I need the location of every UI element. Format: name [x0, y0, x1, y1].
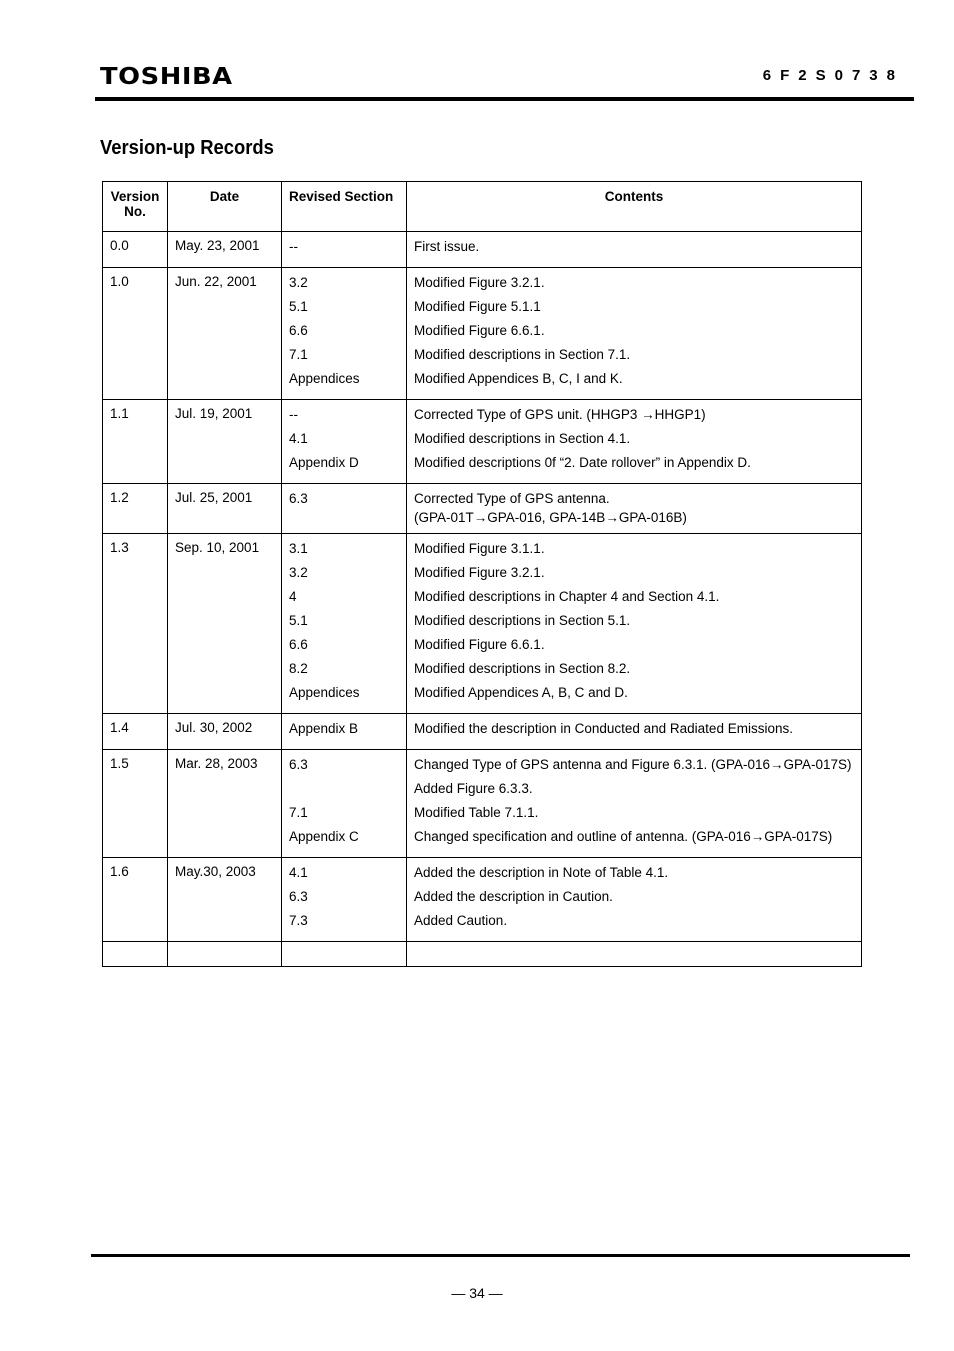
date-cell: Jul. 30, 2002	[168, 714, 282, 750]
section-line: 7.1	[289, 805, 308, 820]
header-version: Version No.	[103, 182, 168, 232]
version-cell: 1.3	[103, 534, 168, 714]
empty-table-row	[103, 942, 862, 967]
content-line: Modified Figure 3.2.1.	[414, 565, 545, 580]
table-row	[103, 232, 862, 268]
content-line: Added the description in Caution.	[414, 889, 613, 904]
content-line: Changed specification and outline of antenna. (GPA-016→GPA-017S)	[414, 829, 833, 844]
section-line: 3.2	[289, 565, 308, 580]
table-body	[103, 232, 862, 967]
revised-section-cell	[282, 268, 407, 400]
section-line: 7.1	[289, 347, 308, 362]
header-revised-section: Revised Section	[282, 182, 407, 232]
revised-section-cell	[282, 714, 407, 750]
section-line: Appendix C	[289, 829, 359, 844]
contents-cell	[407, 750, 862, 858]
version-cell: 1.0	[103, 268, 168, 400]
header-date: Date	[168, 182, 282, 232]
table-row	[103, 534, 862, 714]
content-line: Modified descriptions in Section 4.1.	[414, 431, 631, 446]
page-number: — 34 —	[451, 1285, 503, 1301]
date-cell: Jul. 19, 2001	[168, 400, 282, 484]
section-line: 3.1	[289, 541, 308, 556]
content-line: Corrected Type of GPS antenna.	[414, 491, 610, 506]
content-line: Modified Appendices B, C, I and K.	[414, 371, 623, 386]
content-line: Modified Figure 5.1.1	[414, 299, 541, 314]
date-cell: Sep. 10, 2001	[168, 534, 282, 714]
contents-cell	[407, 714, 862, 750]
table-row	[103, 858, 862, 942]
page-title: Version-up Records	[100, 137, 274, 159]
content-line: Modified Table 7.1.1.	[414, 805, 539, 820]
content-line: Modified descriptions in Chapter 4 and Section 4.1.	[414, 589, 720, 604]
section-line: 8.2	[289, 661, 308, 676]
section-line: 6.3	[289, 757, 308, 772]
content-line: (GPA-01T→GPA-016, GPA-14B→GPA-016B)	[414, 510, 687, 525]
table-row	[103, 484, 862, 534]
footer-rule	[91, 1254, 910, 1257]
empty-cell	[282, 942, 407, 967]
section-line: Appendix B	[289, 721, 359, 736]
section-line: 6.6	[289, 637, 308, 652]
section-line: Appendices	[289, 685, 360, 700]
revised-section-cell	[282, 534, 407, 714]
section-line	[289, 780, 399, 804]
table-row	[103, 400, 862, 484]
date-cell: Jun. 22, 2001	[168, 268, 282, 400]
revised-section-cell	[282, 858, 407, 942]
content-line: Modified Figure 3.2.1.	[414, 275, 545, 290]
section-line: 5.1	[289, 613, 308, 628]
empty-cell	[407, 942, 862, 967]
content-line: Modified descriptions 0f “2. Date rollover” in Appendix D.	[414, 455, 751, 470]
content-line: Modified descriptions in Section 8.2.	[414, 661, 631, 676]
section-line: 4.1	[289, 865, 308, 880]
contents-cell	[407, 232, 862, 268]
empty-cell	[103, 942, 168, 967]
section-line: 6.6	[289, 323, 308, 338]
date-cell: Jul. 25, 2001	[168, 484, 282, 534]
content-line: Modified Appendices A, B, C and D.	[414, 685, 628, 700]
empty-cell	[168, 942, 282, 967]
document-number: 6F2S0738	[762, 67, 904, 84]
revised-section-cell	[282, 484, 407, 534]
content-line: Modified Figure 6.6.1.	[414, 637, 545, 652]
section-line: 5.1	[289, 299, 308, 314]
content-line: Modified descriptions in Section 5.1.	[414, 613, 631, 628]
table-row	[103, 750, 862, 858]
version-cell: 1.6	[103, 858, 168, 942]
revised-section-cell	[282, 232, 407, 268]
contents-cell	[407, 268, 862, 400]
section-line: 6.3	[289, 889, 308, 904]
section-line: 4.1	[289, 431, 308, 446]
content-line: Modified Figure 3.1.1.	[414, 541, 545, 556]
contents-cell	[407, 484, 862, 534]
content-line: Modified the description in Conducted and Radiated Emissions.	[414, 721, 793, 736]
section-line: 6.3	[289, 491, 308, 506]
version-records-table	[102, 181, 862, 967]
version-cell: 1.2	[103, 484, 168, 534]
content-line: Added Caution.	[414, 913, 508, 928]
table-row	[103, 714, 862, 750]
section-line: Appendix D	[289, 455, 359, 470]
table-header-row	[103, 182, 862, 232]
content-line: Modified Figure 6.6.1.	[414, 323, 545, 338]
toshiba-logo: TOSHIBA	[100, 64, 233, 90]
section-line: 3.2	[289, 275, 308, 290]
header-rule	[95, 97, 914, 101]
version-cell: 1.5	[103, 750, 168, 858]
date-cell: Mar. 28, 2003	[168, 750, 282, 858]
section-line: 7.3	[289, 913, 308, 928]
section-line	[289, 509, 399, 528]
content-line: Added Figure 6.3.3.	[414, 781, 533, 796]
section-line: --	[289, 239, 298, 254]
section-line: Appendices	[289, 371, 360, 386]
section-line: --	[289, 407, 298, 422]
date-cell: May.30, 2003	[168, 858, 282, 942]
version-cell: 0.0	[103, 232, 168, 268]
date-cell: May. 23, 2001	[168, 232, 282, 268]
content-line: Modified descriptions in Section 7.1.	[414, 347, 631, 362]
content-line: First issue.	[414, 239, 480, 254]
version-cell: 1.4	[103, 714, 168, 750]
contents-cell	[407, 400, 862, 484]
header-contents: Contents	[407, 182, 862, 232]
section-line: 4	[289, 589, 297, 604]
version-cell: 1.1	[103, 400, 168, 484]
revised-section-cell	[282, 750, 407, 858]
content-line: Corrected Type of GPS unit. (HHGP3 →HHGP1)	[414, 407, 706, 422]
table-row	[103, 268, 862, 400]
content-line: Added the description in Note of Table 4.1.	[414, 865, 669, 880]
revised-section-cell	[282, 400, 407, 484]
contents-cell	[407, 858, 862, 942]
content-line: Changed Type of GPS antenna and Figure 6.3.1. (GPA-016→GPA-017S)	[414, 757, 852, 772]
contents-cell	[407, 534, 862, 714]
